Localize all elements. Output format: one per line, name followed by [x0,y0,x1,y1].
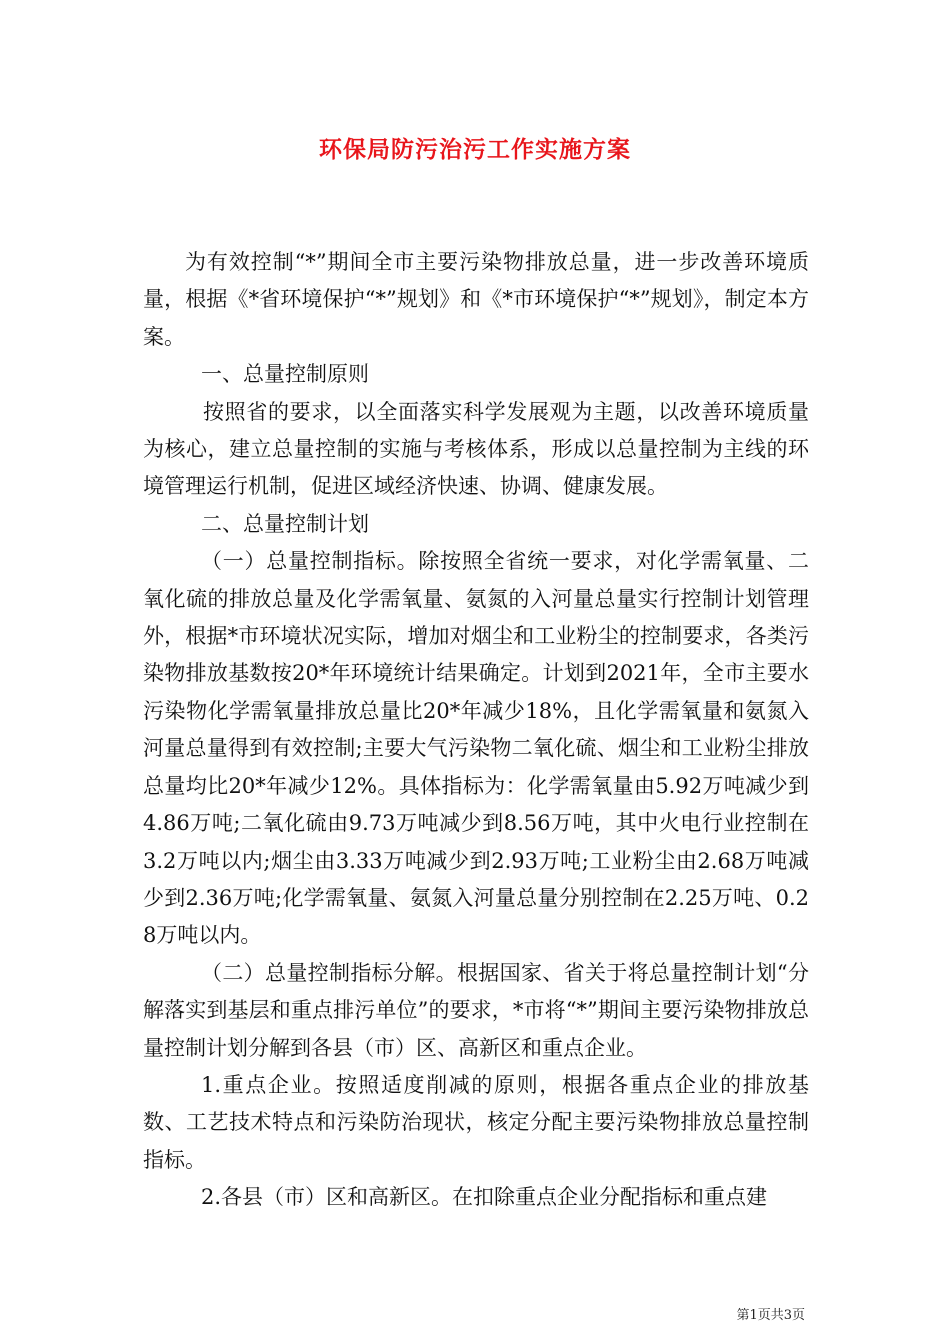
paragraph-principle: 按照省的要求，以全面落实科学发展观为主题，以改善环境质量为核心，建立总量控制的实施与考核体系，形成以总量控制为主线的环境管理运行机制，促进区域经济快速、协调、健康发展。 [143,399,809,499]
paragraph-key-enterprises: 1.重点企业。按照适度削减的原则，根据各重点企业的排放基数、工艺技术特点和污染防治现状，核定分配主要污染物排放总量控制指标。 [143,1072,809,1172]
page-number: 第1页共3页 [736,1308,805,1323]
paragraph-indicators: （一）总量控制指标。除按照全省统一要求，对化学需氧量、二氧化硫的排放总量及化学需氧量、氨氮的入河量总量实行控制计划管理外，根据*市环境状况实际，增加对烟尘和工业粉尘的控制要求，各类污染物排放基数按20*年环境统计结果确定。计划到2021年，全市主要水污染物化学需氧量排放总量比20*年减少18%，且化学需氧量和氨氮入河量总量得到有效控制;主要大气污染物二氧化硫、烟尘和工业粉尘排放总量均比20*年减少12%。具体指标为：化学需氧量由5.92万吨减少到4.86万吨;二氧化硫由9.73万吨减少到8.56万吨，其中火电行业控制在3.2万吨以内;烟尘由3.33万吨减少到2.93万吨;工业粉尘由2.68万吨减少到2.36万吨;化学需氧量、氨氮入河量总量分别控制在2.25万吨、0.28万吨以内。 [143,549,809,948]
section-heading-2: 二、总量控制计划 [201,511,369,536]
intro-paragraph: 为有效控制“*”期间全市主要污染物排放总量，进一步改善环境质量，根据《*省环境保护“*”规划》和《*市环境保护“*”规划》，制定本方案。 [143,250,809,349]
paragraph-counties: 2.各县（市）区和高新区。在扣除重点企业分配指标和重点建 [201,1185,768,1210]
document-title: 环保局防污治污工作实施方案 [319,136,631,163]
section-heading-1: 一、总量控制原则 [201,362,369,387]
document-body [143,244,809,1217]
paragraph-decomposition: （二）总量控制指标分解。根据国家、省关于将总量控制计划“分解落实到基层和重点排污单位”的要求，*市将“*”期间主要污染物排放总量控制计划分解到各县（市）区、高新区和重点企业。 [143,960,809,1060]
